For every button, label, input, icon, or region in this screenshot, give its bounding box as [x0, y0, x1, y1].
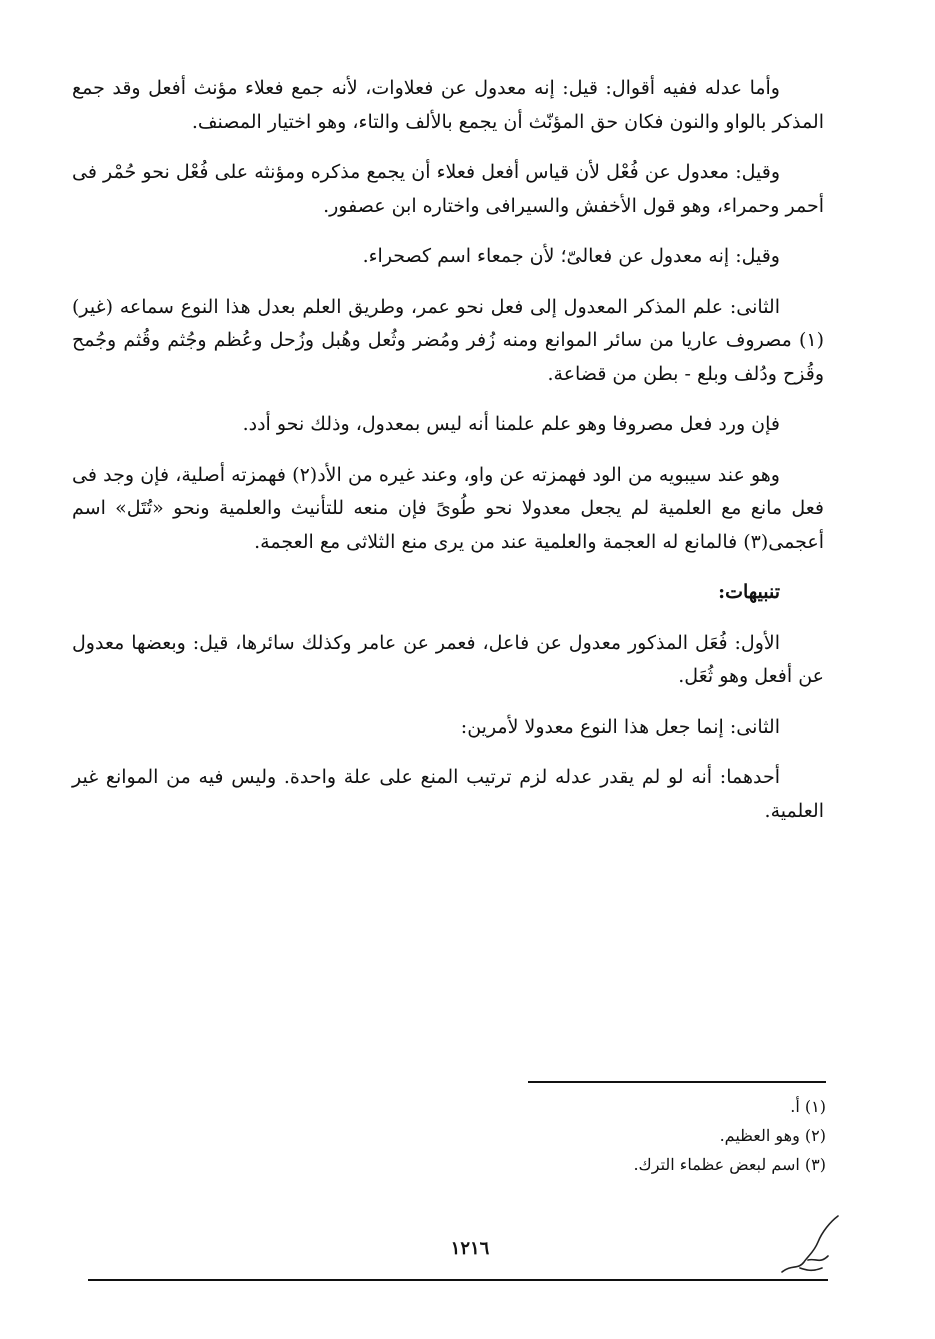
paragraph-second-opinion: وقيل: معدول عن فُعْل لأن قياس أفعل فعلاء أن يجمع مذكره ومؤنثه على فُعْل نحو حُمْر فى أحمر وحمراء، وهو قول الأخفش والسيرافى واختاره ابن عصفور. [72, 161, 824, 217]
bottom-rule [88, 1279, 828, 1281]
main-text [72, 72, 824, 845]
paragraph-second-type: الثانى: علم المذكر المعدول إلى فعل نحو عمر، وطريق العلم بعدل هذا النوع سماعه (غير)(١) مصروف عاريا من سائر الموانع ومنه زُفر ومُضر وثُعل وهُبل وزُحل وعُظم وجُثم وقُثم وجُمح وقُزح ودُلف وبلع - بطن من قضاعة. [72, 295, 824, 385]
paragraph-note-second: الثانى: إنما جعل هذا النوع معدولا لأمرين: [460, 715, 780, 738]
signature-mark [778, 1212, 842, 1278]
paragraph-reason-one: أحدهما: أنه لو لم يقدر عدله لزم ترتيب المنع على علة واحدة. وليس فيه من الموانع غير العلمية. [72, 766, 824, 822]
footnote-3: (٣) اسم لبعض عظماء الترك. [633, 1155, 826, 1174]
footnote-2: (٢) وهو العظيم. [719, 1126, 826, 1145]
paragraph-opinions-intro: وأما عدله ففيه أقوال: قيل: إنه معدول عن فعلاوات، لأنه جمع فعلاء مؤنث أفعل وقد جمع المذكر بالواو والنون فكان حق المؤنّث أن يجمع بالألف والتاء، وهو اختيار المصنف. [72, 77, 824, 133]
footnotes [500, 1092, 826, 1179]
paragraph-third-opinion: وقيل: إنه معدول عن فعالىّ؛ لأن جمعاء اسم كصحراء. [362, 245, 780, 267]
page-number: ١٢١٦ [450, 1238, 490, 1259]
paragraph-note-first: الأول: فُعَل المذكور معدول عن فاعل، فعمر عن عامر وكذلك سائرها، قيل: وبعضها معدول عن أفعل وهو ثُعَل. [72, 631, 824, 687]
paragraph-sibawayh: وهو عند سيبويه من الود فهمزته عن واو، وعند غيره من الأد(٢) فهمزته أصلية، فإن وجد فى فعل مانع مع العلمية لم يجعل معدولا نحو طُوىً فإن منعه للتأنيث والعلمية ونحو «تُتَل» اسم أعجمى(٣) فالمانع له العجمة والعلمية عند من يرى منع الثلاثى مع العجمة. [72, 463, 824, 553]
paragraph-unaltered: فإن ورد فعل مصروفا وهو علم علمنا أنه ليس بمعدول، وذلك نحو أدد. [242, 413, 780, 435]
section-heading-notes: تنبيهات: [718, 581, 780, 603]
footnote-1: (١) أ. [790, 1097, 826, 1116]
footnote-separator [528, 1081, 826, 1083]
